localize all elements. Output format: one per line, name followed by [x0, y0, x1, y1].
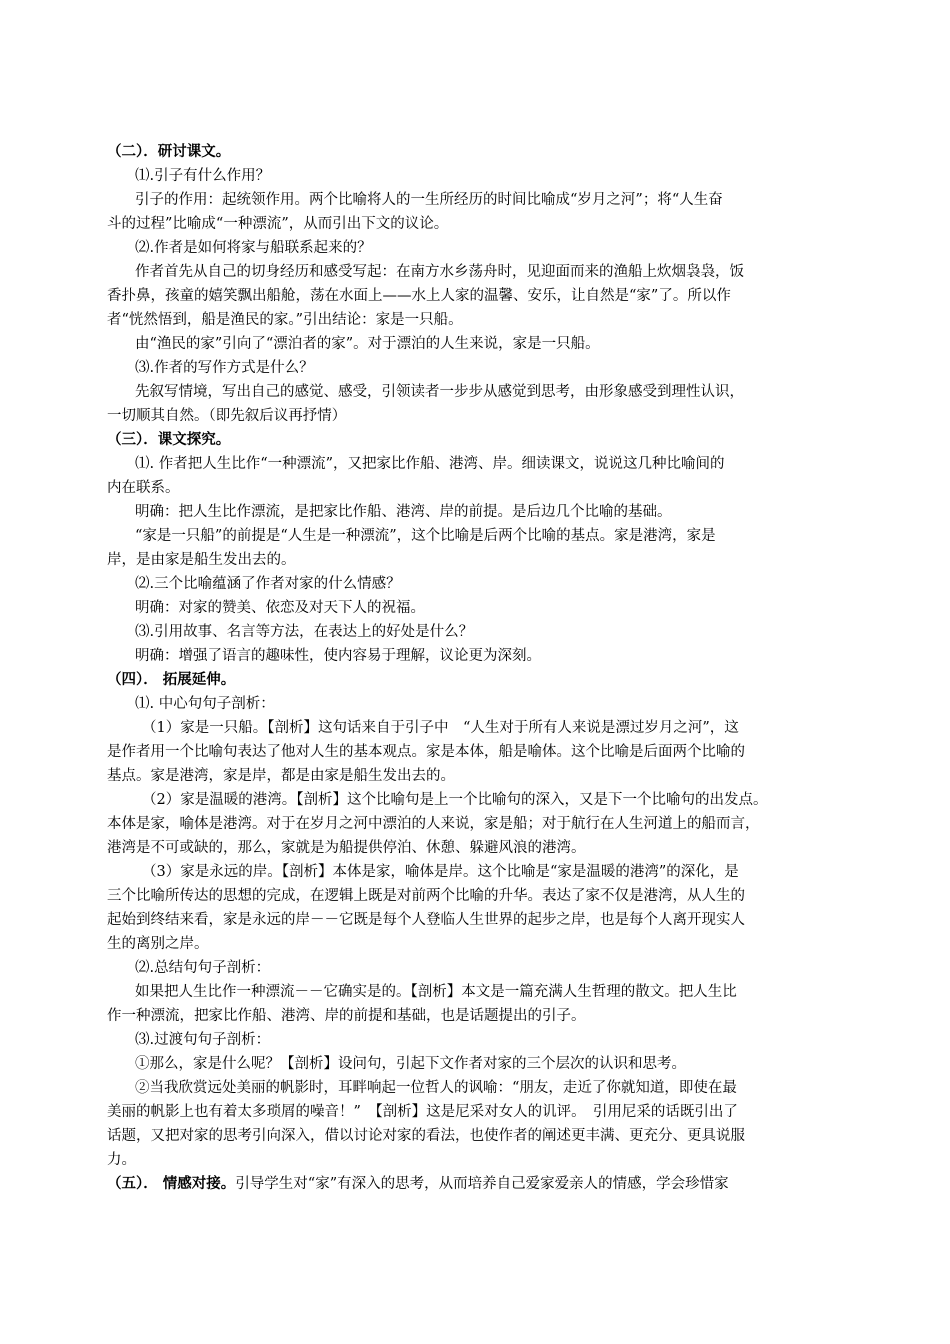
- answer-2-2-line-1: 作者首先从自己的切身经历和感受写起：在南方水乡荡舟时，见迎面而来的渔船上炊烟袅袅，饭: [135, 264, 744, 280]
- center-sentence-2-line-3: 港湾是不可或缺的，那么，家就是为船提供停泊、休憩、躲避风浪的港湾。: [107, 840, 586, 856]
- center-sentence-2-line-2: 本体是家，喻体是港湾。对于在岁月之河中漂泊的人来说，家是船；对于航行在人生河道上的船而言，: [107, 816, 760, 832]
- section-heading-5: （五）． 情感对接。: [107, 1175, 236, 1192]
- answer-3-2: 明确：对家的赞美、依恋及对天下人的祝福。: [135, 600, 425, 616]
- transition-sentence-2-line-2: 美丽的帆影上也有着太多琐屑的噪音！” 【剖析】这是尼采对女人的讥评。 引用尼采的话既引出了: [107, 1104, 738, 1120]
- subsection-4-2: ⑵.总结句句子剖析：: [135, 960, 271, 976]
- section-heading-4: （四）． 拓展延伸。: [107, 671, 236, 688]
- center-sentence-1-line-1: （1）家是一只船。【剖析】这句话来自于引子中 “人生对于所有人来说是漂过岁月之河”，这: [142, 720, 739, 736]
- question-3-1-line-2: 内在联系。: [107, 480, 180, 496]
- center-sentence-3-line-3: 起始到终结来看，家是永远的岸－－它既是每个人登临人生世界的起步之岸，也是每个人离开现实人: [107, 912, 745, 928]
- answer-2-1-line-2: 斗的过程”比喻成“一种漂流”，从而引出下文的议论。: [107, 216, 449, 232]
- section-5-line: [107, 1172, 729, 1196]
- center-sentence-2-line-1: （2）家是温暖的港湾。【剖析】这个比喻句是上一个比喻句的深入，又是下一个比喻句的出发点。: [142, 792, 768, 808]
- question-2-1: ⑴.引子有什么作用？: [135, 168, 271, 184]
- center-sentence-3-line-1: （3）家是永远的岸。【剖析】本体是家，喻体是岸。这个比喻是“家是温暖的港湾”的深化，是: [142, 864, 739, 880]
- answer-3-3: 明确：增强了语言的趣味性，使内容易于理解，议论更为深刻。: [135, 648, 541, 664]
- transition-sentence-1: ①那么，家是什么呢？【剖析】设问句，引起下文作者对家的三个层次的认识和思考。: [135, 1056, 686, 1072]
- center-sentence-3-line-2: 三个比喻所传达的思想的完成，在逻辑上既是对前两个比喻的升华。表达了家不仅是港湾，从人生的: [107, 888, 745, 904]
- section-heading-2: （二）．研讨课文。: [107, 143, 231, 160]
- transition-sentence-2-line-4: 力。: [107, 1152, 136, 1168]
- section-heading-3: （三）．课文探究。: [107, 431, 231, 448]
- answer-2-2-line-3: 者“恍然悟到，船是渔民的家。”引出结论：家是一只船。: [107, 312, 463, 328]
- answer-2-3-line-2: 一切顺其自然。（即先叙后议再抒情）: [107, 408, 347, 424]
- question-3-1-line-1: ⑴. 作者把人生比作“一种漂流”，又把家比作船、港湾、岸。细读课文，说说这几种比喻间的: [135, 456, 725, 472]
- section-5-text: 引导学生对“家”有深入的思考，从而培养自己爱家爱亲人的情感，学会珍惜家: [235, 1176, 729, 1192]
- answer-2-3-line-1: 先叙写情境，写出自己的感觉、感受，引领读者一步步从感觉到思考，由形象感受到理性认识，: [135, 384, 744, 400]
- answer-2-1-line-1: 引子的作用：起统领作用。两个比喻将人的一生所经历的时间比喻成“岁月之河”；将“人生奋: [135, 192, 723, 208]
- subsection-4-3: ⑶.过渡句句子剖析：: [135, 1032, 271, 1048]
- subsection-4-1: ⑴. 中心句句子剖析：: [135, 696, 275, 712]
- question-3-3: ⑶.引用故事、名言等方法，在表达上的好处是什么？: [135, 624, 474, 640]
- center-sentence-3-line-4: 生的离别之岸。: [107, 936, 209, 952]
- center-sentence-1-line-2: 是作者用一个比喻句表达了他对人生的基本观点。家是本体，船是喻体。这个比喻是后面两个比喻的: [107, 744, 745, 760]
- question-2-2: ⑵.作者是如何将家与船联系起来的？: [135, 240, 372, 256]
- question-3-2: ⑵.三个比喻蕴涵了作者对家的什么情感？: [135, 576, 401, 592]
- answer-3-1-line-3: 岸，是由家是船生发出去的。: [107, 552, 296, 568]
- summary-sentence-line-2: 作一种漂流，把家比作船、港湾、岸的前提和基础，也是话题提出的引子。: [107, 1008, 586, 1024]
- transition-sentence-2-line-3: 话题，又把对家的思考引向深入，借以讨论对家的看法，也使作者的阐述更丰满、更充分、更具说服: [107, 1128, 745, 1144]
- summary-sentence-line-1: 如果把人生比作一种漂流－－它确实是的。【剖析】本文是一篇充满人生哲理的散文。把人生比: [135, 984, 737, 1000]
- answer-2-2-line-4: 由“渔民的家”引向了“漂泊者的家”。对于漂泊的人生来说，家是一只船。: [135, 336, 600, 352]
- center-sentence-1-line-3: 基点。家是港湾，家是岸，都是由家是船生发出去的。: [107, 768, 455, 784]
- question-2-3: ⑶.作者的写作方式是什么？: [135, 360, 314, 376]
- answer-3-1-line-1: 明确：把人生比作漂流，是把家比作船、港湾、岸的前提。是后边几个比喻的基础。: [135, 504, 672, 520]
- answer-2-2-line-2: 香扑鼻，孩童的嬉笑飘出船舱，荡在水面上——水上人家的温馨、安乐，让自然是“家”了。所以作: [107, 288, 731, 304]
- answer-3-1-line-2: “家是一只船”的前提是“人生是一种漂流”，这个比喻是后两个比喻的基点。家是港湾，家是: [135, 528, 716, 544]
- transition-sentence-2-line-1: ②当我欣赏远处美丽的帆影时，耳畔响起一位哲人的讽喻：“朋友，走近了你就知道，即使在最: [135, 1080, 737, 1096]
